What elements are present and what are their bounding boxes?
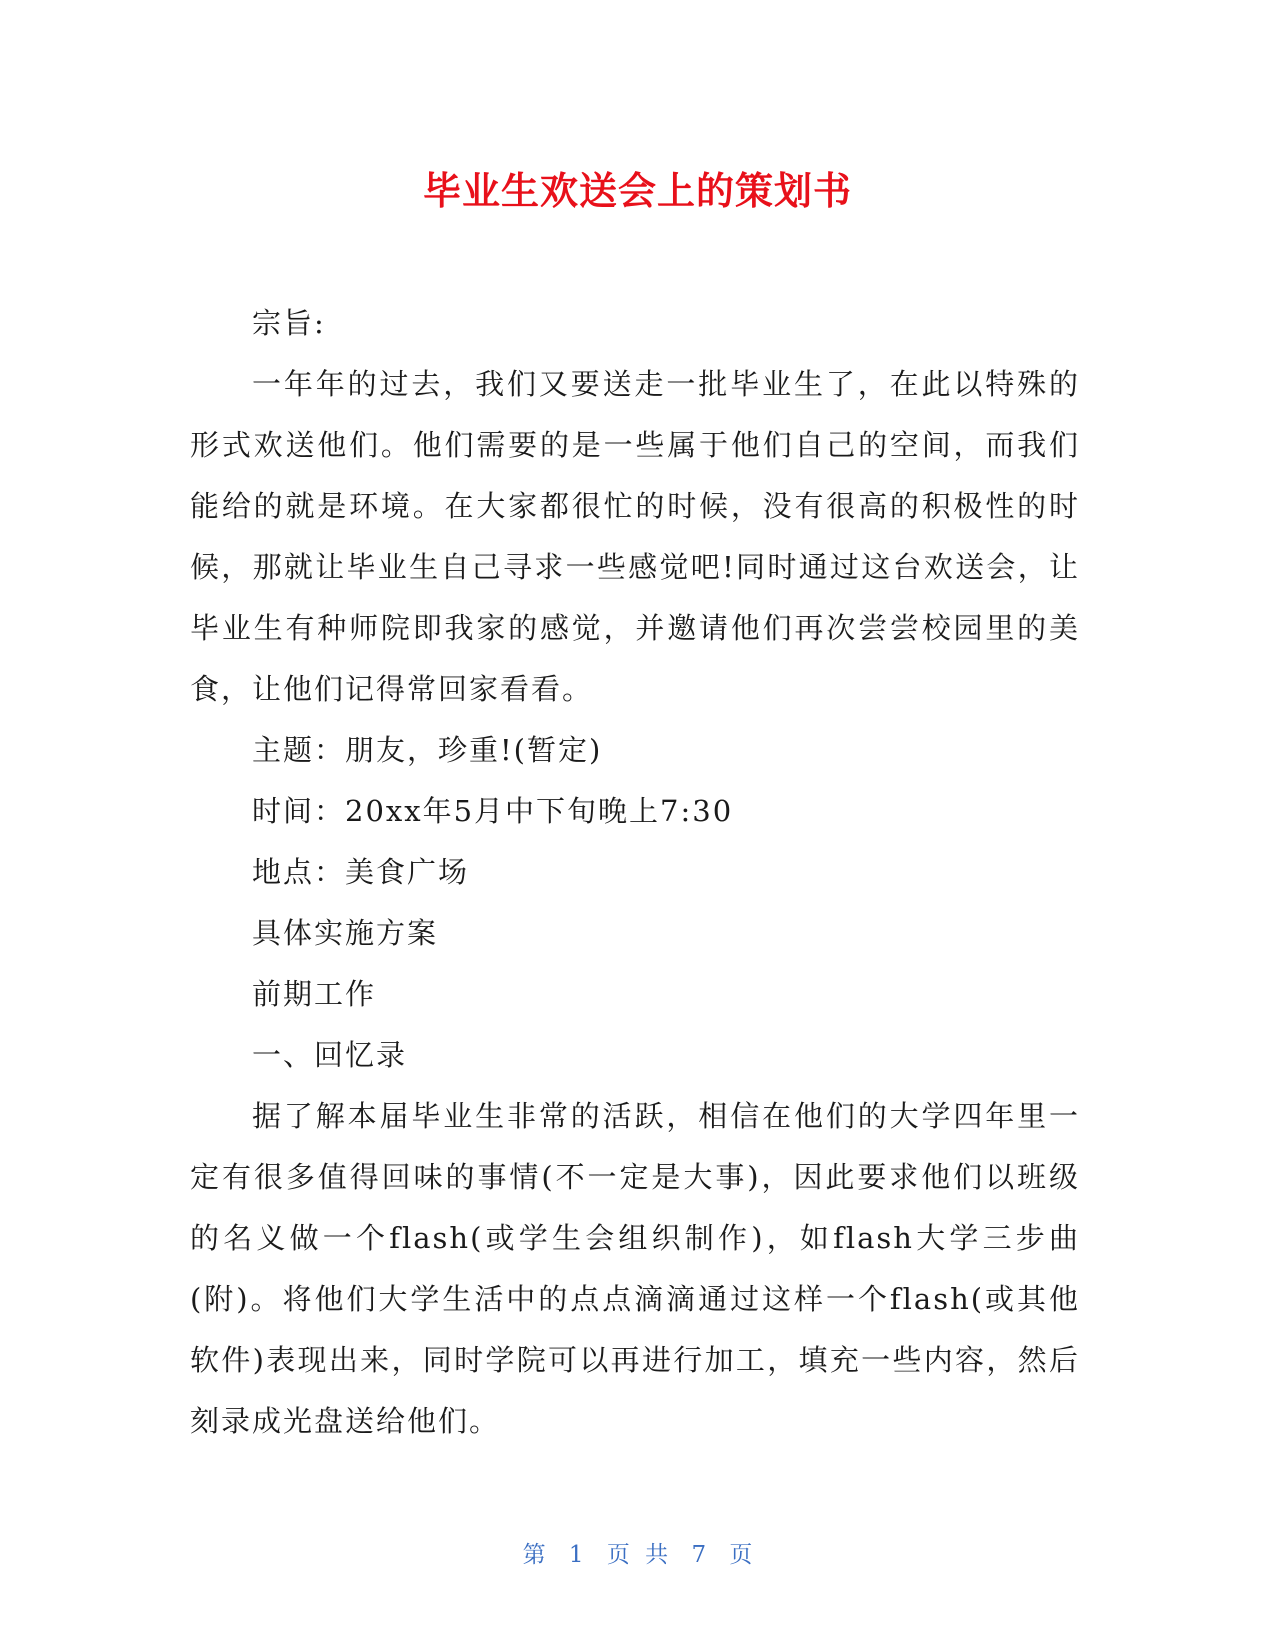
- page-number-footer: [0, 1540, 1275, 1570]
- paragraph-plan-heading: 具体实施方案: [252, 916, 439, 950]
- document-body: [190, 293, 1080, 1452]
- paragraph-purpose-heading: 宗旨:: [252, 306, 326, 340]
- paragraph-purpose: 一年年的过去，我们又要送走一批毕业生了，在此以特殊的形式欢送他们。他们需要的是一些属于他们自己的空间，而我们能给的就是环境。在大家都很忙的时候，没有很高的积极性的时候，那就让毕业生自己寻求一些感觉吧!同时通过这台欢送会，让毕业生有种师院即我家的感觉，并邀请他们再次尝尝校园里的美食，让他们记得常回家看看。: [190, 367, 1080, 706]
- page-label-mid: 页 共: [606, 1542, 669, 1568]
- paragraph-time: 时间：20xx年5月中下旬晚上7:30: [252, 794, 734, 828]
- paragraph-memoir-heading: 一、回忆录: [252, 1038, 408, 1072]
- current-page-number: 1: [568, 1542, 584, 1568]
- total-pages-number: 7: [691, 1542, 707, 1568]
- paragraph-memoir: 据了解本届毕业生非常的活跃，相信在他们的大学四年里一定有很多值得回味的事情(不一定是大事)，因此要求他们以班级的名义做一个flash(或学生会组织制作)，如flash大学三步曲(附)。将他们大学生活中的点点滴滴通过这样一个flash(或其他软件)表现出来，同时学院可以再进行加工，填充一些内容，然后刻录成光盘送给他们。: [190, 1099, 1080, 1438]
- paragraph-location: 地点：美食广场: [252, 855, 470, 889]
- paragraph-theme: 主题：朋友，珍重!(暂定): [252, 733, 603, 767]
- document-title: 毕业生欢送会上的策划书: [422, 169, 852, 213]
- page-label-prefix: 第: [522, 1542, 546, 1568]
- page-label-suffix: 页: [729, 1542, 753, 1568]
- paragraph-preparation-heading: 前期工作: [252, 977, 377, 1011]
